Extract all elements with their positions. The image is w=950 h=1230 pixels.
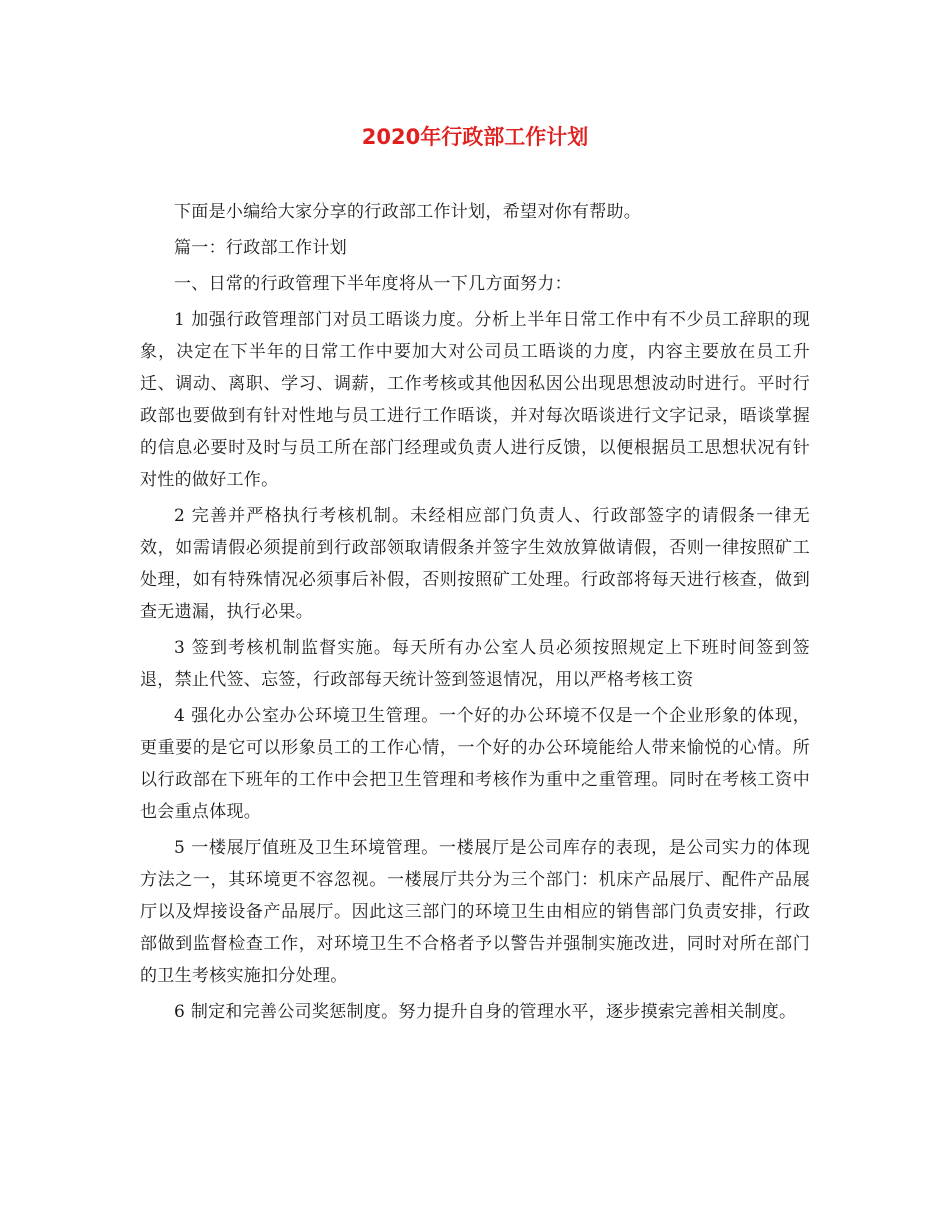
section-heading-daily-admin: 一、日常的行政管理下半年度将从一下几方面努力： — [174, 274, 572, 294]
item-2-paragraph: 2 完善并严格执行考核机制。未经相应部门负责人、行政部签字的请假条一律无效，如需请假必须提前到行政部领取请假条并签字生效放算做请假，否则一律按照矿工处理，如有特殊情况必须事后补假，否则按照矿工处理。行政部将每天进行核查，做到查无遗漏，执行必果。 — [140, 506, 810, 622]
item-3-paragraph: 3 签到考核机制监督实施。每天所有办公室人员必须按照规定上下班时间签到签退，禁止代签、忘签，行政部每天统计签到签退情况，用以严格考核工资 — [140, 638, 810, 690]
intro-paragraph: 下面是小编给大家分享的行政部工作计划，希望对你有帮助。 — [174, 202, 642, 222]
document-title: 2020年行政部工作计划 — [361, 125, 589, 149]
item-1-paragraph: 1 加强行政管理部门对员工晤谈力度。分析上半年日常工作中有不少员工辞职的现象，决定在下半年的日常工作中要加大对公司员工晤谈的力度，内容主要放在员工升迁、调动、离职、学习、调薪，工作考核或其他因私因公出现思想波动时进行。平时行政部也要做到有针对性地与员工进行工作晤谈，并对每次晤谈进行文字记录，晤谈掌握的信息必要时及时与员工所在部门经理或负责人进行反馈，以便根据员工思想状况有针对性的做好工作。 — [140, 310, 810, 490]
section-heading-part-one: 篇一：行政部工作计划 — [174, 238, 347, 258]
item-4-paragraph: 4 强化办公室办公环境卫生管理。一个好的办公环境不仅是一个企业形象的体现，更重要的是它可以形象员工的工作心情，一个好的办公环境能给人带来愉悦的心情。所以行政部在下班年的工作中会把卫生管理和考核作为重中之重管理。同时在考核工资中也会重点体现。 — [140, 706, 810, 822]
item-6-paragraph: 6 制定和完善公司奖惩制度。努力提升自身的管理水平，逐步摸索完善相关制度。 — [174, 1002, 797, 1022]
item-5-paragraph: 5 一楼展厅值班及卫生环境管理。一楼展厅是公司库存的表现，是公司实力的体现方法之一，其环境更不容忽视。一楼展厅共分为三个部门：机床产品展厅、配件产品展厅以及焊接设备产品展厅。因此这三部门的环境卫生由相应的销售部门负责安排，行政部做到监督检查工作，对环境卫生不合格者予以警告并强制实施改进，同时对所在部门的卫生考核实施扣分处理。 — [140, 838, 810, 986]
document-body — [140, 196, 810, 1032]
